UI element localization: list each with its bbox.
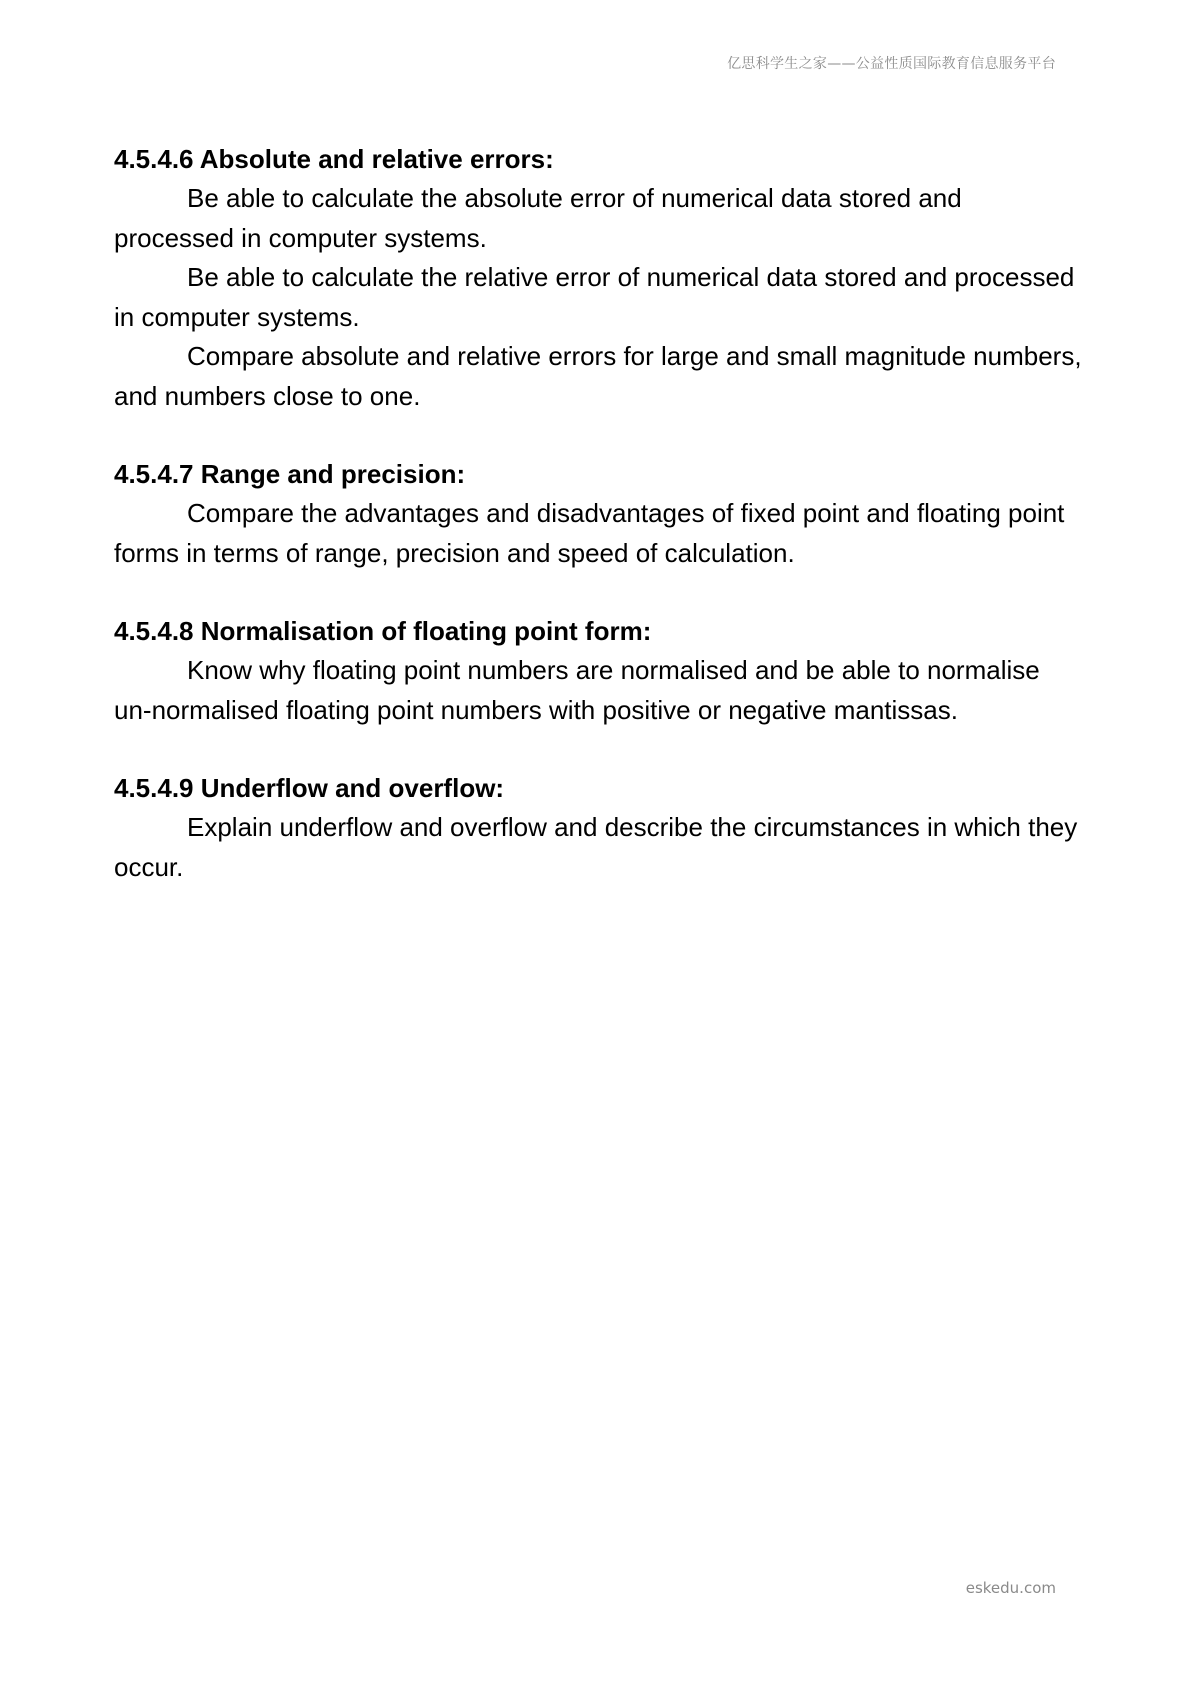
paragraph: Compare absolute and relative errors for large and small magnitude numbers, and numbers close to one.: [114, 341, 1082, 411]
section-absolute-relative-errors: [114, 140, 1084, 416]
section-title: 4.5.4.6 Absolute and relative errors:: [114, 144, 554, 174]
paragraph: Compare the advantages and disadvantages of fixed point and floating point forms in terms of range, precision and speed of calculation.: [114, 498, 1065, 568]
section-title: 4.5.4.8 Normalisation of floating point form:: [114, 616, 652, 646]
paragraph: Be able to calculate the relative error of numerical data stored and processed in computer systems.: [114, 262, 1075, 332]
section-normalisation: [114, 612, 1084, 730]
paragraph: Be able to calculate the absolute error of numerical data stored and processed in computer systems.: [114, 183, 962, 253]
page-header: 亿思科学生之家——公益性质国际教育信息服务平台: [727, 56, 1056, 72]
document-body: [114, 140, 1084, 926]
section-title: 4.5.4.7 Range and precision:: [114, 459, 466, 489]
page-footer: eskedu.com: [965, 1579, 1056, 1597]
section-title: 4.5.4.9 Underflow and overflow:: [114, 773, 505, 803]
section-underflow-overflow: [114, 769, 1084, 887]
paragraph: Know why floating point numbers are normalised and be able to normalise un-normalised floating point numbers with positive or negative mantissas.: [114, 655, 1040, 725]
paragraph: Explain underflow and overflow and describe the circumstances in which they occur.: [114, 812, 1078, 882]
section-range-precision: [114, 455, 1084, 573]
